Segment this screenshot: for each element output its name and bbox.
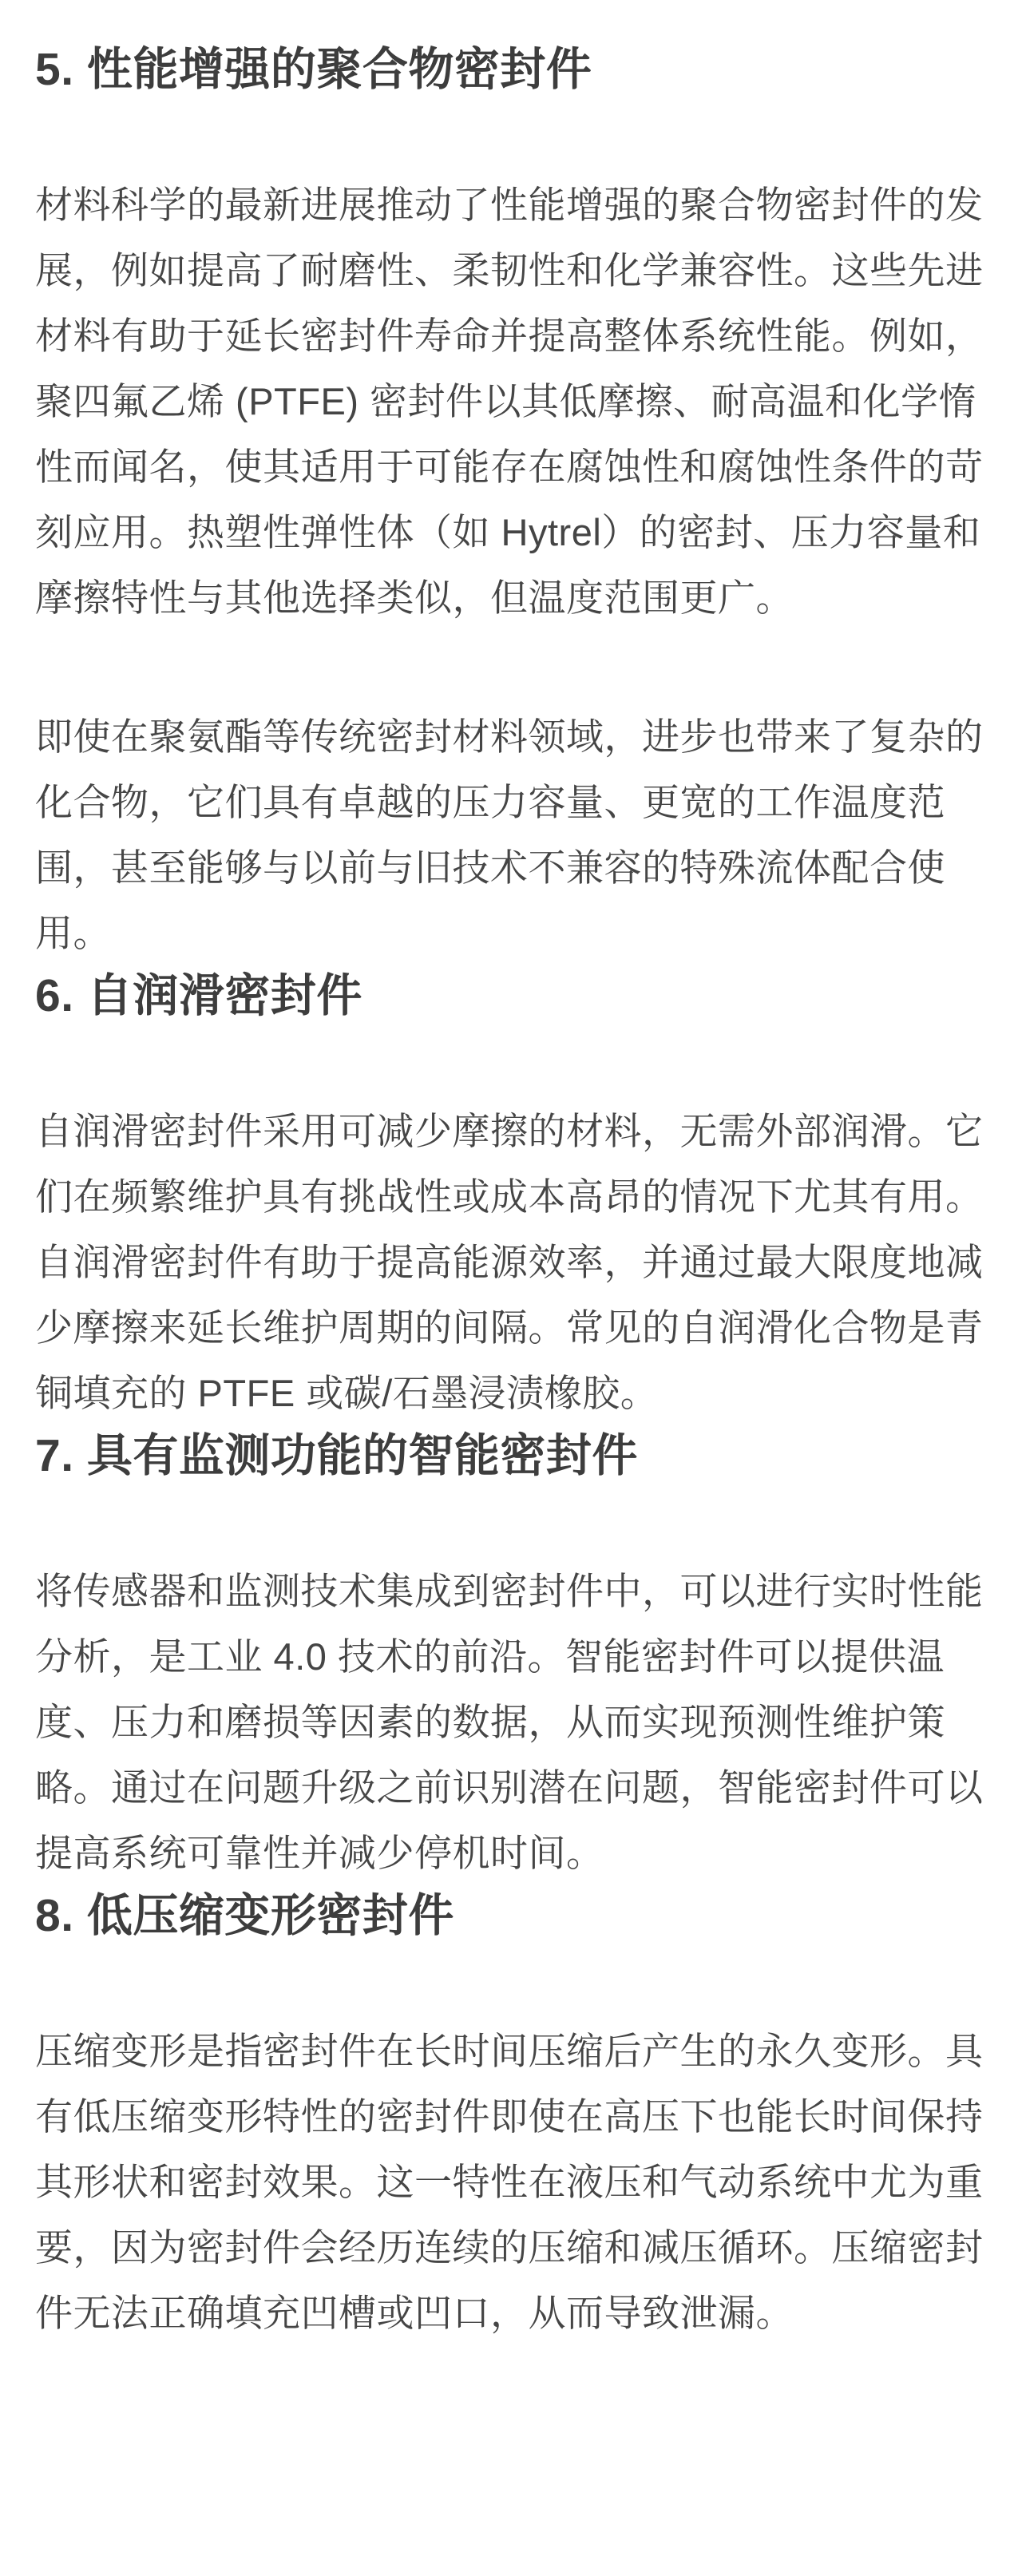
section-5-paragraph-2: 即使在聚氨酯等传统密封材料领域，进步也带来了复杂的化合物，它们具有卓越的压力容量、更宽的工作温度范围，甚至能够与以前与旧技术不兼容的特殊流体配合使用。	[35, 715, 984, 955]
section-6	[35, 966, 987, 1426]
section-5-paragraph-1: 材料科学的最新进展推动了性能增强的聚合物密封件的发展，例如提高了耐磨性、柔韧性和化学兼容性。这些先进材料有助于延长密封件寿命并提高整体系统性能。例如，聚四氟乙烯 (PTFE) 密封件以其低摩擦、耐高温和化学惰性而闻名，使其适用于可能存在腐蚀性和腐蚀性条件的苛刻应用。热塑性弹性体（如 Hytrel）的密封、压力容量和摩擦特性与其他选择类似，但温度范围更广。	[35, 184, 984, 620]
section-8	[35, 1886, 987, 2346]
section-7	[35, 1426, 987, 1886]
section-6-heading: 6. 自润滑密封件	[35, 970, 362, 1022]
section-7-paragraph-1: 将传感器和监测技术集成到密封件中，可以进行实时性能分析，是工业 4.0 技术的前沿。智能密封件可以提供温度、压力和磨损等因素的数据，从而实现预测性维护策略。通过在问题升级之前识别潜在问题，智能密封件可以提高系统可靠性并减少停机时间。	[35, 1570, 984, 1875]
section-5-heading: 5. 性能增强的聚合物密封件	[35, 44, 592, 95]
section-5	[35, 40, 987, 966]
section-8-paragraph-1: 压缩变形是指密封件在长时间压缩后产生的永久变形。具有低压缩变形特性的密封件即使在高压下也能长时间保持其形状和密封效果。这一特性在液压和气动系统中尤为重要，因为密封件会经历连续的压缩和减压循环。压缩密封件无法正确填充凹槽或凹口，从而导致泄漏。	[35, 2030, 984, 2335]
section-6-paragraph-1: 自润滑密封件采用可减少摩擦的材料，无需外部润滑。它们在频繁维护具有挑战性或成本高昂的情况下尤其有用。自润滑密封件有助于提高能源效率，并通过最大限度地减少摩擦来延长维护周期的间隔。常见的自润滑化合物是青铜填充的 PTFE 或碳/石墨浸渍橡胶。	[35, 1110, 984, 1415]
section-7-heading: 7. 具有监测功能的智能密封件	[35, 1430, 638, 1482]
section-8-heading: 8. 低压缩变形密封件	[35, 1890, 454, 1942]
